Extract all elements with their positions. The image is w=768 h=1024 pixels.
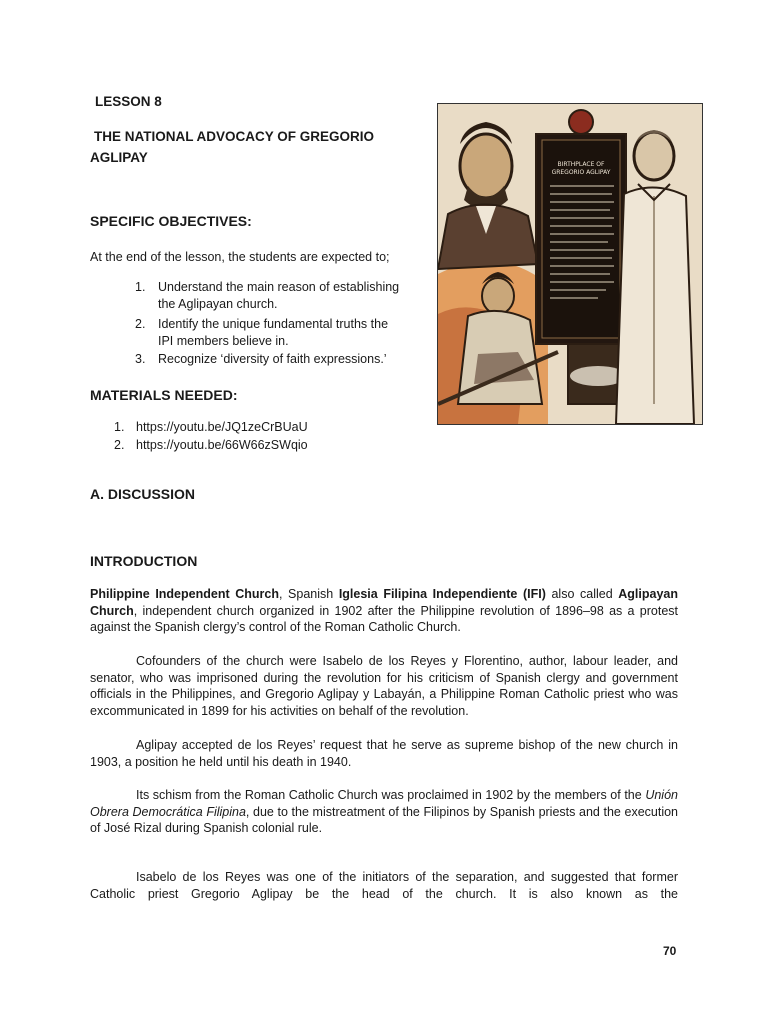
objectives-list [135, 279, 435, 368]
page-number: 70 [663, 944, 677, 958]
text-run: , Spanish [278, 587, 339, 601]
list-item [135, 351, 435, 368]
list-number: 2. [114, 438, 125, 452]
text-run: , due to the mistreatment of the Filipinos by Spanish priests and the execution of José Rizal during Spanish colonial rule. [90, 804, 679, 835]
objectives-intro: At the end of the lesson, the students are expected to; [90, 250, 390, 264]
list-number: 1. [114, 420, 125, 434]
paragraph-5: Isabelo de los Reyes was one of the initiators of the separation, and suggested that former Catholic priest Gregorio Aglipay be the head of the church. It is also known as the [90, 870, 678, 901]
text-run: also called [545, 587, 619, 601]
materials-list [114, 418, 434, 454]
paragraph-2: Cofounders of the church were Isabelo de los Reyes y Florentino, author, labour leader, and senator, who was imprisoned during the revolution for his criticism of Spanish clergy and government officials in the Philippines, and Gregorio Aglipay y Labayán, a Philippine Roman Catholic priest who was excommunicated in 1899 for his activities on behalf of the revolution. [90, 654, 678, 718]
plaque-title: BIRTHPLACE OF [557, 161, 605, 168]
illustration-artwork [438, 104, 702, 424]
paragraph-1 [90, 586, 678, 636]
term-aglipayan: Aglipayan Church [90, 587, 679, 618]
objective-text: Identify the unique fundamental truths the [158, 317, 389, 331]
term-pic: Philippine Independent Church [90, 587, 279, 601]
paragraph-3: Aglipay accepted de los Reyes’ request that he serve as supreme bishop of the new church in 1903, a position he held until his death in 1940. [90, 738, 678, 769]
lesson-title-line2: AGLIPAY [90, 150, 148, 165]
aglipay-illustration [437, 103, 703, 425]
objective-text: Recognize ‘diversity of faith expressions.’ [158, 352, 387, 366]
list-item [114, 436, 434, 454]
objective-text: Understand the main reason of establishing [158, 280, 400, 294]
text-run: , independent church organized in 1902 after the Philippine revolution of 1896–98 as a protest against the Spanish clergy’s control of the Roman Catholic Church. [90, 603, 678, 634]
italic-name: Unión Obrera Democrática Filipina [90, 788, 678, 819]
list-item [135, 316, 435, 350]
svg-text:GREGORIO AGLIPAY: GREGORIO AGLIPAY [551, 169, 611, 176]
list-number: 2. [135, 317, 146, 331]
objective-text-cont: the Aglipayan church. [158, 297, 278, 311]
material-link[interactable]: https://youtu.be/JQ1zeCrBUaU [136, 420, 308, 434]
material-link[interactable]: https://youtu.be/66W66zSWqio [136, 438, 308, 452]
list-number: 3. [135, 352, 146, 366]
paragraph-4 [90, 787, 678, 837]
list-number: 1. [135, 280, 146, 294]
list-item [135, 279, 435, 313]
lesson-number: LESSON 8 [95, 94, 162, 109]
introduction-heading: INTRODUCTION [90, 553, 198, 569]
term-ifi: Iglesia Filipina Independiente (IFI) [338, 587, 546, 601]
discussion-heading: A. DISCUSSION [90, 486, 196, 502]
materials-heading: MATERIALS NEEDED: [90, 387, 238, 403]
list-item [114, 418, 434, 436]
lesson-title-line1: THE NATIONAL ADVOCACY OF GREGORIO [94, 129, 375, 144]
text-run: Its schism from the Roman Catholic Church was proclaimed in 1902 by the members of the [136, 788, 646, 802]
lesson-title [90, 126, 430, 168]
objective-text-cont: IPI members believe in. [158, 334, 289, 348]
objectives-heading: SPECIFIC OBJECTIVES: [90, 213, 252, 229]
